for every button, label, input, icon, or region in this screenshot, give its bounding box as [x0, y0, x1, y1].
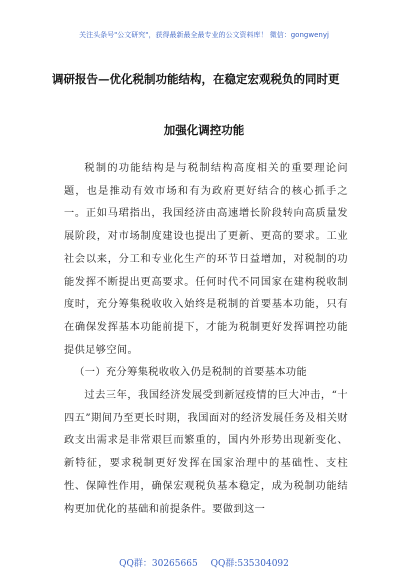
document-title-line-2: 加强化调控功能: [163, 123, 245, 137]
body-paragraph: 税制的功能结构是与税制结构高度相关的重要理论问题，也是推动有效市场和有为政府更好结合的核心抓手之一。正如马珺指出，我国经济由高速增长阶段转向高质量发展阶段，对市场制度建设也提出了更新、更高的要求。工业社会以来，分工和专业化生产的环节日益增加，对税制的功能发挥不断提出更高要求。任何时代不同国家在建构税收制度时，充分筹集税收收入始终是税制的首要基本功能，只有在确保发挥基本功能前提下，才能为税制更好发挥调控功能提供足够空间。: [64, 163, 348, 356]
footer-qq-group-2: QQ群:535304092: [210, 559, 289, 569]
footer-contact: [0, 556, 408, 569]
document-title-line-1: 调研报告—优化税制功能结构，在稳定宏观税负的同时更: [52, 72, 340, 86]
body-paragraph: 过去三年，我国经济发展受到新冠疫情的巨大冲击，“十四五”期间乃至更长时期，我国面对的经济发展任务及相关财政支出需求是非常艰巨而繁重的，国内外形势出现新变化、新特征，要求税制更好发挥在国家治理中的基础性、支柱性、保障性作用，确保宏观税负基本稳定，成为税制功能结构更加优化的基础和前提条件。要做到这一: [64, 390, 348, 515]
document-body: [64, 158, 348, 521]
footer-qq-group-1: QQ群：30265665: [119, 559, 198, 569]
header-promo-note: 关注头条号"公文研究"，获得最新最全最专业的公文资料库！ 微信：gongwenyj: [79, 31, 329, 39]
section-heading: （一）充分筹集税收收入仍是税制的首要基本功能: [74, 367, 308, 379]
